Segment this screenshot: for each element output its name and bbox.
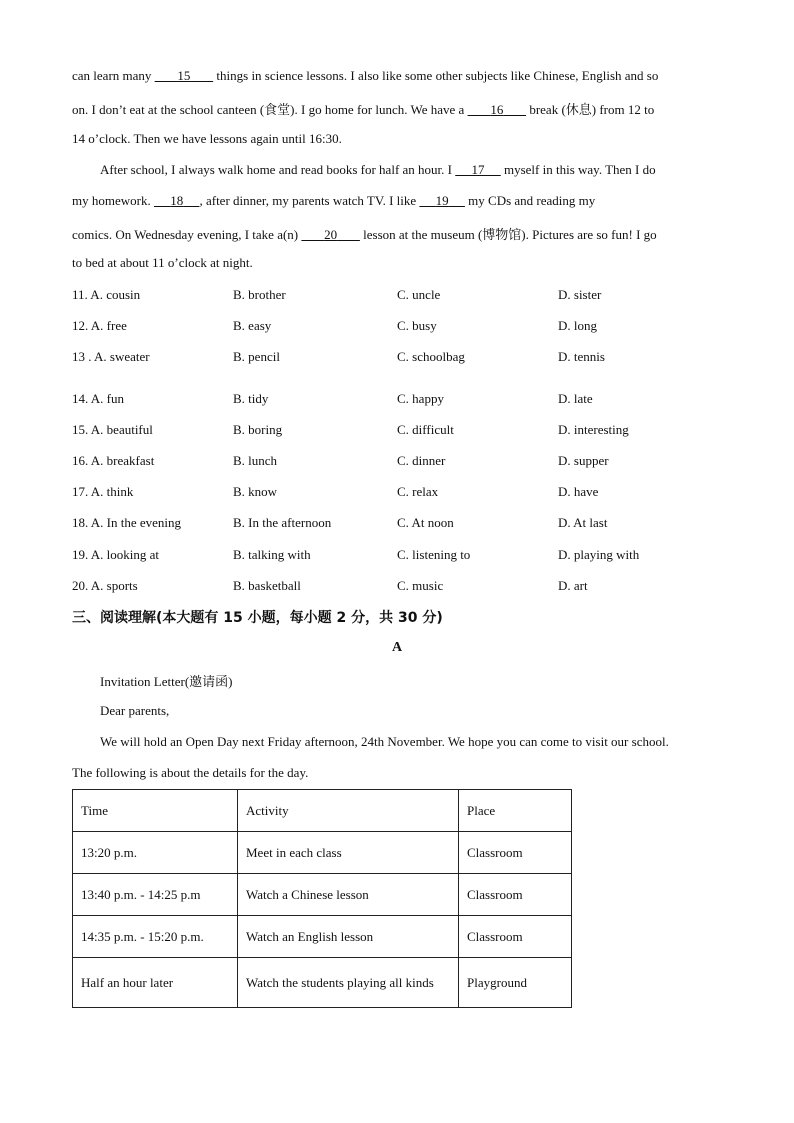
text: myself in this way. Then I do [500,162,656,177]
table-row [73,874,572,916]
table-cell: Playground [459,958,572,1008]
passage-line-2 [72,99,654,118]
option-d: D. interesting [558,422,629,437]
table-header: Activity [238,790,459,832]
letter-title: Invitation Letter(邀请函) [100,674,233,689]
table-header-row [73,790,572,832]
text: 14 o’clock. Then we have lessons again until 16:30. [72,131,342,146]
passage-line-7 [72,255,253,271]
passage-line-3 [72,131,342,147]
option-c: C. uncle [397,287,441,302]
table-header: Time [73,790,238,832]
option-a: 18. A. In the evening [72,515,182,530]
option-b: B. tidy [233,391,269,406]
blank-18: 18 [170,193,184,208]
text: my CDs and reading my [464,193,596,208]
schedule-table [72,789,572,1008]
option-b: B. lunch [233,453,278,468]
table-header: Place [459,790,572,832]
option-d: D. late [558,391,593,406]
section-heading: 三、阅读理解(本大题有 15 小题，每小题 2 分，共 30 分) [72,610,443,626]
letter-body-line-1: We will hold an Open Day next Friday afternoon, 24th November. We hope you can come to visit our school. [100,734,669,749]
blank-20: 20 [324,227,338,242]
table-cell: 13:20 p.m. [73,832,238,874]
option-d: D. At last [558,515,608,530]
table-row [73,832,572,874]
option-b: B. talking with [233,547,311,562]
passage-line-6 [72,224,657,243]
blank-16: 16 [490,102,504,117]
option-b: B. pencil [233,349,280,364]
option-b: B. brother [233,287,286,302]
table-cell: Watch an English lesson [238,916,459,958]
table-cell: Classroom [459,832,572,874]
text: break (休息) from 12 to [526,102,655,117]
blank-19: 19 [435,193,449,208]
option-d: D. long [558,318,597,333]
option-a: 12. A. free [72,318,127,333]
option-d: D. art [558,578,588,593]
passage-line-5 [72,193,595,209]
option-b: B. basketball [233,578,301,593]
option-c: C. dinner [397,453,446,468]
option-a: 11. A. cousin [72,287,141,302]
passage-line-4 [100,162,656,178]
option-d: D. have [558,484,599,499]
option-d: D. tennis [558,349,605,364]
option-a: 14. A. fun [72,391,124,406]
option-a: 19. A. looking at [72,547,160,562]
text: lesson at the museum (博物馆). Pictures are so fun! I go [359,227,657,242]
table-cell: Watch the students playing all kinds [238,958,459,1008]
part-label: A [391,640,403,655]
blank-15: 15 [177,68,191,83]
option-c: C. happy [397,391,444,406]
table-cell: Meet in each class [238,832,459,874]
blank-17: 17 [471,162,485,177]
table-cell: Half an hour later [73,958,238,1008]
option-a: 15. A. beautiful [72,422,153,437]
table-cell: 13:40 p.m. - 14:25 p.m [73,874,238,916]
text: can learn many [72,68,155,83]
option-b: B. In the afternoon [233,515,332,530]
letter-body-line-2: The following is about the details for the day. [72,765,309,780]
option-a: 13 . A. sweater [72,349,150,364]
option-d: D. sister [558,287,602,302]
option-c: C. listening to [397,547,471,562]
option-b: B. boring [233,422,283,437]
option-a: 20. A. sports [72,578,138,593]
text: things in science lessons. I also like some other subjects like Chinese, English and so [213,68,659,83]
table-cell: Watch a Chinese lesson [238,874,459,916]
option-c: C. schoolbag [397,349,465,364]
text: After school, I always walk home and read books for half an hour. I [100,162,456,177]
option-c: C. At noon [397,515,454,530]
passage-line-1 [72,68,658,84]
option-b: B. know [233,484,278,499]
table-cell: Classroom [459,916,572,958]
text: , after dinner, my parents watch TV. I like [199,193,420,208]
text: to bed at about 11 o’clock at night. [72,255,253,270]
table-row [73,916,572,958]
option-c: C. relax [397,484,439,499]
option-c: C. busy [397,318,437,333]
option-d: D. playing with [558,547,640,562]
table-cell: Classroom [459,874,572,916]
option-b: B. easy [233,318,272,333]
option-a: 16. A. breakfast [72,453,155,468]
option-d: D. supper [558,453,609,468]
table-row [73,958,572,1008]
option-c: C. music [397,578,444,593]
letter-greeting: Dear parents, [100,703,170,718]
option-a: 17. A. think [72,484,134,499]
option-c: C. difficult [397,422,454,437]
text: comics. On Wednesday evening, I take a(n) [72,227,302,242]
text: on. I don’t eat at the school canteen (食堂). I go home for lunch. We have a [72,102,468,117]
table-cell: 14:35 p.m. - 15:20 p.m. [73,916,238,958]
text: my homework. [72,193,154,208]
